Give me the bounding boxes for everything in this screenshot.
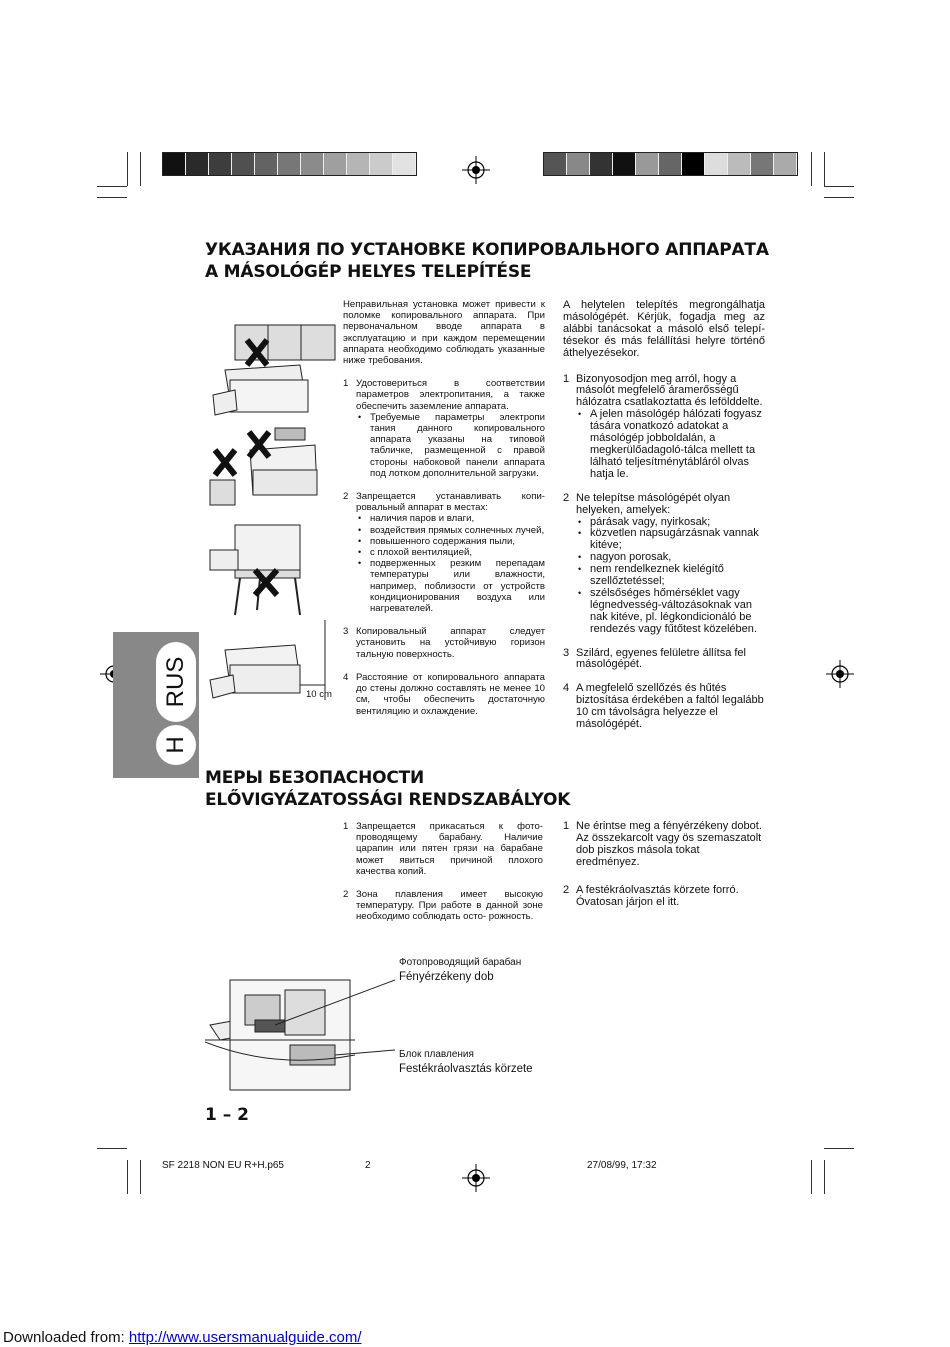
- page-number: 1 – 2: [205, 1105, 249, 1125]
- installation-hu-list: [563, 374, 765, 731]
- list-item: [563, 374, 765, 481]
- item-text: Копировальный аппарат следует установить на устойчивую горизон тальную поверхность.: [356, 626, 545, 660]
- item-text: Расстояние от копировального аппарата до стены должно составлять не менее 10 см, чтобы обеспечить достаточную вентиляцию и охлаждение.: [356, 671, 545, 717]
- title-line-hu: A MÁSOLÓGÉP HELYES TELEPÍTÉSE: [205, 262, 532, 282]
- item-text: A megfelelő szellőzés és hűtés biztosítása érdekében a faltól legalább 10 cm távolságra helyezze el másológépét.: [576, 682, 764, 731]
- title-line-ru: УКАЗАНИЯ ПО УСТАНОВКЕ КОПИРОВАЛЬНОГО АППАРАТА: [205, 240, 769, 260]
- item-body: [356, 821, 543, 877]
- bullet-item: • nagyon porosak,: [589, 552, 765, 564]
- bullet-list: [576, 409, 765, 480]
- bullet-item: • nem rendelkeznek kielégítő szellőztetéssel;: [589, 564, 765, 588]
- download-link[interactable]: http://www.usersmanualguide.com/: [128, 1329, 362, 1346]
- list-item: [563, 885, 763, 909]
- safety-hu-list: [563, 821, 763, 908]
- copier-interior-diagram: [205, 970, 395, 1095]
- item-number: 2: [343, 491, 349, 503]
- item-text: Ne telepítse másológépét olyan helyeken, amelyek:: [576, 491, 731, 516]
- item-body: [356, 378, 545, 479]
- installation-illustrations: [205, 320, 340, 715]
- bullet-item: • közvetlen napsugárzásnak vannak kitéve;: [589, 528, 765, 552]
- bullet-item: • с плохой вентиляцией,: [369, 547, 545, 558]
- list-item: [563, 683, 765, 731]
- grayscale-bar-left: [162, 152, 417, 176]
- bullet-item: • A jelen másológép hálózati fogyasz tására vonatkozó adatokat a másológép jobboldalán, a megkerülőadagoló-tálca mellett ta lálható teljesítménytábláról olvas hatja le.: [589, 409, 765, 480]
- registration-mark-icon: [826, 660, 854, 688]
- fuser-label-hu: Festékráolvasztás körzete: [399, 1063, 533, 1075]
- download-source: [3, 1329, 362, 1346]
- copier-wall-distance-illustration: [210, 620, 325, 700]
- list-item: [343, 491, 545, 614]
- bullet-item: • подверженных резким перепадам температуры или влажности, например, поблизости от устройств кондиционирования воздуха или нагревателей.: [369, 558, 545, 614]
- list-item: [343, 821, 543, 877]
- item-text: Bizonyosodjon meg arról, hogy a másolót megfelelő áramerősségű hálózatra csatlakoztatta és lefölddelte.: [576, 372, 763, 409]
- list-item: [563, 821, 763, 869]
- diagram-label-fuser: [399, 1049, 533, 1075]
- list-item: [343, 626, 545, 660]
- section-title-installation: [205, 239, 769, 283]
- item-number: 1: [563, 372, 570, 385]
- bullet-item: • повышенного содержания пыли,: [369, 536, 545, 547]
- distance-label: 10 cm: [306, 689, 332, 700]
- item-number: 2: [563, 491, 570, 504]
- item-body: [356, 626, 545, 660]
- item-body: [576, 493, 765, 636]
- bullet-item: • Требуемые параметры электропи тания данного копировального аппарата указаны на типовой табличке, размещенной с правой стороны набоковой панели аппарата под лотком дополнительной загрузки.: [369, 412, 545, 479]
- safety-hu-column: [563, 821, 763, 924]
- safety-ru-list: [343, 821, 543, 923]
- bullet-list: [356, 513, 545, 614]
- bullet-list: [576, 517, 765, 636]
- fuser-label-ru: Блок плавления: [399, 1049, 474, 1060]
- item-body: [576, 374, 765, 481]
- item-number: 3: [343, 626, 349, 638]
- item-number: 3: [563, 646, 570, 659]
- installation-ru-column: [343, 299, 545, 729]
- item-text: Запрещается устанавливать копи- ровальный аппарат в местах:: [356, 491, 545, 514]
- section-title-safety: [205, 767, 570, 811]
- item-body: [356, 672, 545, 717]
- diagram-label-drum: [399, 957, 521, 983]
- drum-label-ru: Фотопроводящий барабан: [399, 957, 522, 968]
- title-line-hu: ELŐVIGYÁZATOSSÁGI RENDSZABÁLYOK: [205, 790, 571, 810]
- tab-text-h: H: [162, 736, 189, 754]
- copier-sunlight-illustration: [213, 325, 335, 415]
- registration-mark-icon: [462, 1164, 490, 1192]
- bullet-list: [356, 412, 545, 479]
- bullet-item: • szélsőséges hőmérséklet vagy légnedvesség-változásoknak van nak kitéve, pl. légkondicionáló be rendezés vagy fűtőtest közelében.: [589, 588, 765, 636]
- list-item: [563, 648, 765, 672]
- list-item: [563, 493, 765, 636]
- item-number: 1: [563, 820, 570, 832]
- item-number: 1: [343, 821, 349, 832]
- download-prefix: Downloaded from:: [3, 1329, 129, 1346]
- bullet-item: • воздействия прямых солнечных лучей,: [369, 525, 545, 536]
- item-body: [576, 683, 765, 731]
- item-text: Ne érintse meg a fényérzékeny dobot. Az összekarcolt vagy ös szemaszatolt dob piszkos másola tokat eredményez.: [576, 820, 762, 868]
- item-body: [356, 889, 543, 923]
- item-text: Удостовериться в соответствии параметров электропитания, а также обеспечить заземление аппарата.: [356, 378, 545, 412]
- bullet-item: • párásak vagy, nyirkosak;: [589, 517, 765, 529]
- item-text: A festékráolvasztás körzete forró. Óvatosan járjon el itt.: [576, 883, 739, 908]
- footer-date: 27/08/99, 17:32: [587, 1160, 657, 1171]
- drum-label-hu: Fényérzékeny dob: [399, 971, 494, 983]
- item-number: 4: [343, 671, 349, 683]
- item-body: [356, 491, 545, 614]
- installation-hu-intro: A helytelen telepítés megrongálhatja másológépét. Kérjük, fogadja meg az alábbi tanácsokat a másoló első telepí- tésekor és más felállítási helyre történő áthelyezésekor.: [563, 299, 765, 359]
- item-number: 2: [343, 889, 349, 901]
- tab-text-rus: RUS: [162, 656, 189, 708]
- bullet-item: • наличия паров и влаги,: [369, 513, 545, 524]
- installation-hu-column: [563, 300, 765, 743]
- registration-mark-icon: [462, 156, 490, 184]
- footer-page: 2: [365, 1160, 371, 1171]
- list-item: [343, 672, 545, 717]
- copier-unstable-stand-illustration: [210, 525, 300, 615]
- item-number: 1: [343, 378, 349, 390]
- item-body: [576, 821, 763, 869]
- copier-heat-humidity-illustration: [210, 428, 317, 505]
- item-text: Запрещается прикасаться к фото- проводящему барабану. Наличие царапин или пятен грязи на барабане может явиться причиной плохого качества копий.: [356, 821, 543, 877]
- item-body: [576, 648, 765, 672]
- item-body: [576, 885, 763, 909]
- list-item: [343, 378, 545, 479]
- list-item: [343, 889, 543, 923]
- item-number: 4: [563, 682, 570, 695]
- item-text: Szilárd, egyenes felületre állítsa fel másológépét.: [576, 646, 746, 671]
- color-bar-right: [543, 152, 798, 176]
- language-side-tab: [113, 632, 199, 778]
- safety-ru-column: [343, 821, 543, 935]
- item-number: 2: [563, 883, 570, 896]
- installation-ru-list: [343, 378, 545, 716]
- title-line-ru: МЕРЫ БЕЗОПАСНОСТИ: [205, 768, 425, 788]
- installation-ru-intro: Неправильная установка может привести к поломке копировального аппарата. При первоначальном вводе аппарата в эксплуатацию и при каждом перемещении аппарата необходимо соблюдать указанные ниже требования.: [343, 299, 545, 367]
- item-text: Зона плавления имеет высокую температуру. При работе в данной зоне необходимо соблюдать осто- рожность.: [356, 889, 543, 923]
- footer-filename: SF 2218 NON EU R+H.p65: [162, 1160, 284, 1171]
